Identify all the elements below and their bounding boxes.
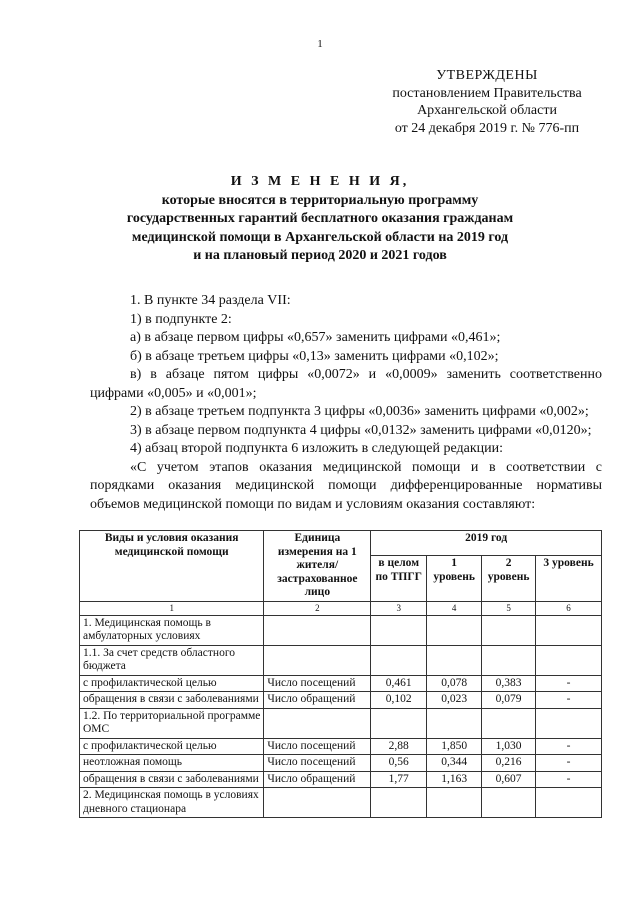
cell-total: 0,461 — [371, 675, 427, 692]
paragraph: а) в абзаце первом цифры «0,657» заменить цифрами «0,461»; — [130, 330, 501, 345]
cell-level2: 0,607 — [482, 771, 536, 788]
approval-line: постановлением Правительства — [392, 85, 582, 101]
cell-level3: - — [536, 755, 602, 772]
norms-table — [79, 530, 602, 818]
paragraph: «С учетом этапов оказания медицинской помощи и в соответствии с порядками оказания медицинской помощи дифференцированные нормативы объемов медицинской помощи по видам и условиям оказания составляют: — [90, 459, 602, 512]
cell-total: 2,88 — [371, 738, 427, 755]
cell-unit — [264, 615, 371, 645]
cell-total: 1,77 — [371, 771, 427, 788]
cell-kind: с профилактической целью — [80, 738, 264, 755]
paragraph: 3) в абзаце первом подпункта 4 цифры «0,0132» заменить цифрами «0,0120»; — [130, 422, 592, 438]
column-number: 1 — [80, 601, 264, 615]
header-kind: Виды и условия оказания медицинской помощи — [80, 531, 264, 602]
cell-unit — [264, 645, 371, 675]
cell-unit — [264, 788, 371, 818]
cell-kind: 1.1. За счет средств областного бюджета — [80, 645, 264, 675]
approval-line: от 24 декабря 2019 г. № 776-пп — [394, 120, 580, 136]
cell-level1: 1,163 — [427, 771, 482, 788]
cell-kind: обращения в связи с заболеваниями — [80, 771, 264, 788]
cell-unit: Число посещений — [264, 738, 371, 755]
cell-unit: Число обращений — [264, 771, 371, 788]
table-row — [80, 692, 602, 709]
cell-level3 — [536, 645, 602, 675]
cell-kind: обращения в связи с заболеваниями — [80, 692, 264, 709]
cell-unit: Число обращений — [264, 692, 371, 709]
approval-title: УТВЕРЖДЕНЫ — [436, 68, 538, 83]
cell-level1 — [427, 645, 482, 675]
cell-level2: 1,030 — [482, 738, 536, 755]
cell-level1 — [427, 788, 482, 818]
cell-level2: 0,216 — [482, 755, 536, 772]
heading-line: и на плановый период 2020 и 2021 годов — [193, 248, 447, 263]
cell-level1: 1,850 — [427, 738, 482, 755]
table-row — [80, 755, 602, 772]
paragraph: 4) абзац второй подпункта 6 изложить в следующей редакции: — [130, 441, 504, 456]
document-heading — [80, 173, 560, 266]
cell-level3 — [536, 615, 602, 645]
table-row — [80, 645, 602, 675]
paragraph: 1. В пункте 34 раздела VII: — [130, 293, 291, 308]
heading-line: медицинской помощи в Архангельской области на 2019 год — [131, 229, 509, 245]
column-number: 3 — [371, 601, 427, 615]
cell-total — [371, 615, 427, 645]
table-row — [80, 615, 602, 645]
cell-level3: - — [536, 692, 602, 709]
cell-level2: 0,079 — [482, 692, 536, 709]
cell-unit — [264, 708, 371, 738]
cell-total — [371, 788, 427, 818]
header-total: в целом по ТПГГ — [371, 556, 427, 601]
cell-total — [371, 708, 427, 738]
table-row — [80, 771, 602, 788]
cell-level2 — [482, 788, 536, 818]
table-row — [80, 675, 602, 692]
cell-total — [371, 645, 427, 675]
cell-kind: 1.2. По территориальной программе ОМС — [80, 708, 264, 738]
page-number: 1 — [317, 38, 323, 50]
cell-level2 — [482, 708, 536, 738]
cell-kind: неотложная помощь — [80, 755, 264, 772]
column-number: 5 — [482, 601, 536, 615]
header-year: 2019 год — [371, 531, 602, 556]
cell-kind: 1. Медицинская помощь в амбулаторных условиях — [80, 615, 264, 645]
cell-level1: 0,023 — [427, 692, 482, 709]
header-level3: 3 уровень — [536, 556, 602, 601]
table-row — [80, 788, 602, 818]
cell-level2: 0,383 — [482, 675, 536, 692]
cell-level3: - — [536, 675, 602, 692]
heading-line: которые вносятся в территориальную программу — [161, 192, 479, 208]
header-level1: 1 уровень — [427, 556, 482, 601]
table-header-row — [80, 531, 602, 556]
cell-level3 — [536, 788, 602, 818]
header-level2: 2 уровень — [482, 556, 536, 601]
paragraph: 2) в абзаце третьем подпункта 3 цифры «0,0036» заменить цифрами «0,002»; — [130, 404, 589, 419]
body-text — [90, 292, 602, 514]
cell-level1 — [427, 615, 482, 645]
column-number: 2 — [264, 601, 371, 615]
column-numbers-row — [80, 601, 602, 615]
cell-level3: - — [536, 738, 602, 755]
approval-block — [372, 67, 602, 137]
paragraph: 1) в подпункте 2: — [130, 311, 232, 327]
table-row — [80, 708, 602, 738]
column-number: 4 — [427, 601, 482, 615]
cell-level1 — [427, 708, 482, 738]
heading-title: И З М Е Н Е Н И Я, — [230, 174, 410, 189]
cell-unit: Число посещений — [264, 675, 371, 692]
cell-kind: с профилактической целью — [80, 675, 264, 692]
cell-total: 0,56 — [371, 755, 427, 772]
header-unit: Единица измерения на 1 жителя/ застрахованное лицо — [264, 531, 371, 602]
cell-kind: 2. Медицинская помощь в условиях дневного стационара — [80, 788, 264, 818]
cell-level1: 0,344 — [427, 755, 482, 772]
paragraph: б) в абзаце третьем цифры «0,13» заменить цифрами «0,102»; — [130, 348, 499, 364]
approval-line: Архангельской области — [417, 103, 557, 118]
paragraph: в) в абзаце пятом цифры «0,0072» и «0,0009» заменить соответственно цифрами «0,005» и «0,001»; — [90, 367, 602, 401]
cell-level3: - — [536, 771, 602, 788]
cell-level2 — [482, 615, 536, 645]
cell-level3 — [536, 708, 602, 738]
column-number: 6 — [536, 601, 602, 615]
cell-level1: 0,078 — [427, 675, 482, 692]
cell-level2 — [482, 645, 536, 675]
heading-line: государственных гарантий бесплатного оказания гражданам — [126, 211, 514, 226]
table-row — [80, 738, 602, 755]
cell-unit: Число посещений — [264, 755, 371, 772]
cell-total: 0,102 — [371, 692, 427, 709]
